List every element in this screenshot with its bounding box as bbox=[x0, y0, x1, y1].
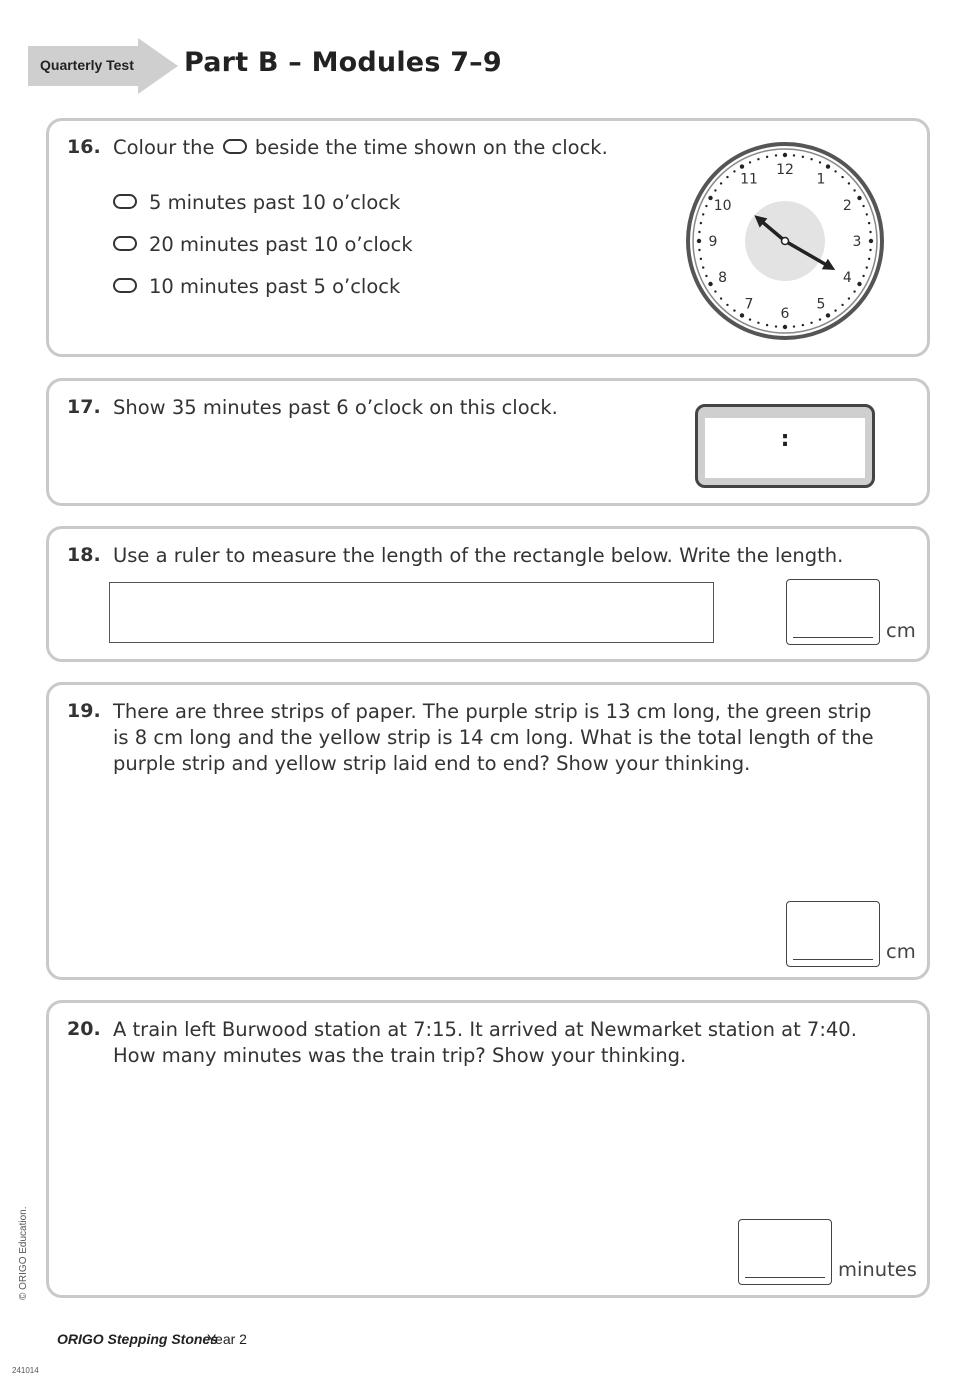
clock-tick bbox=[700, 222, 702, 224]
footer-brand: ORIGO Stepping Stones bbox=[57, 1331, 219, 1347]
clock-tick bbox=[705, 205, 707, 207]
clock-tick bbox=[726, 176, 728, 178]
clock-tick bbox=[733, 309, 735, 311]
clock-tick bbox=[775, 154, 777, 156]
clock-tick bbox=[819, 318, 821, 320]
clock-tick bbox=[869, 249, 871, 251]
clock-tick bbox=[698, 249, 700, 251]
clock-tick bbox=[714, 290, 716, 292]
clock-tick bbox=[826, 313, 830, 317]
option-label: 20 minutes past 10 o’clock bbox=[149, 233, 413, 256]
question-19 bbox=[46, 682, 930, 980]
clock-tick bbox=[834, 309, 836, 311]
copyright: © ORIGO Education. bbox=[18, 1206, 29, 1300]
section-tag bbox=[28, 38, 178, 94]
footer-year: Year 2 bbox=[207, 1331, 247, 1347]
clock-number: 1 bbox=[816, 171, 826, 188]
measure-rectangle bbox=[109, 582, 714, 643]
clock-tick bbox=[848, 297, 850, 299]
clock-number: 5 bbox=[816, 296, 826, 313]
question-20 bbox=[46, 1000, 930, 1298]
clock-number: 10 bbox=[713, 198, 732, 214]
clock-tick bbox=[826, 164, 830, 168]
option-3[interactable] bbox=[113, 274, 400, 300]
clock-tick bbox=[802, 324, 804, 326]
clock-tick bbox=[702, 213, 704, 215]
clock-tick bbox=[698, 231, 700, 233]
page-title: Part B – Modules 7–9 bbox=[184, 47, 502, 78]
clock-tick bbox=[866, 266, 868, 268]
question-18 bbox=[46, 526, 930, 662]
clock-number: 4 bbox=[842, 270, 852, 286]
option-2[interactable] bbox=[113, 232, 413, 258]
clock-tick bbox=[705, 275, 707, 277]
clock-tick bbox=[775, 325, 777, 327]
digital-clock-display[interactable] bbox=[705, 418, 865, 478]
option-label: 5 minutes past 10 o’clock bbox=[149, 191, 401, 214]
question-text bbox=[113, 1017, 857, 1069]
clock-tick bbox=[749, 318, 751, 320]
clock-tick bbox=[853, 189, 855, 191]
clock-tick bbox=[848, 182, 850, 184]
question-16 bbox=[46, 118, 930, 357]
clock-tick bbox=[714, 189, 716, 191]
clock-tick bbox=[802, 156, 804, 158]
clock-tick bbox=[720, 182, 722, 184]
question-text: Use a ruler to measure the length of the rectangle below. Write the length. bbox=[113, 544, 844, 567]
clock-tick bbox=[834, 170, 836, 172]
clock-tick bbox=[783, 153, 787, 157]
clock-tick bbox=[700, 258, 702, 260]
clock-tick bbox=[749, 161, 751, 163]
clock-tick bbox=[697, 239, 701, 243]
document-code: 241014 bbox=[12, 1366, 39, 1375]
clock-tick bbox=[766, 324, 768, 326]
question-number: 19. bbox=[67, 700, 101, 722]
clock-tick bbox=[733, 170, 735, 172]
clock-tick bbox=[868, 222, 870, 224]
clock-tick bbox=[862, 275, 864, 277]
question-number: 18. bbox=[67, 544, 101, 566]
unit-label: cm bbox=[886, 619, 916, 642]
clock-tick bbox=[866, 213, 868, 215]
clock-tick bbox=[857, 282, 861, 286]
oval-icon bbox=[223, 139, 247, 154]
section-tag-label: Quarterly Test bbox=[40, 57, 134, 73]
option-oval[interactable] bbox=[113, 236, 137, 251]
clock-tick bbox=[702, 266, 704, 268]
question-number: 17. bbox=[67, 396, 101, 418]
clock-tick bbox=[810, 158, 812, 160]
digital-clock-separator: : bbox=[780, 427, 790, 452]
clock-tick bbox=[862, 205, 864, 207]
clock-number: 11 bbox=[740, 171, 758, 188]
answer-box[interactable] bbox=[738, 1219, 832, 1285]
question-text bbox=[113, 699, 874, 777]
clock-tick bbox=[740, 164, 744, 168]
clock-tick bbox=[869, 239, 873, 243]
clock-tick bbox=[810, 322, 812, 324]
clock-tick bbox=[853, 290, 855, 292]
clock-tick bbox=[783, 325, 787, 329]
question-text-after: beside the time shown on the clock. bbox=[254, 136, 608, 159]
clock-number: 2 bbox=[842, 198, 852, 214]
clock-number: 6 bbox=[780, 306, 790, 322]
clock-tick bbox=[726, 304, 728, 306]
clock-tick bbox=[708, 282, 712, 286]
option-label: 10 minutes past 5 o’clock bbox=[149, 275, 401, 298]
question-line: purple strip and yellow strip laid end to end? Show your thinking. bbox=[113, 752, 751, 775]
clock-number: 9 bbox=[708, 234, 718, 250]
question-number: 20. bbox=[67, 1018, 101, 1040]
analog-clock bbox=[685, 141, 885, 341]
question-line: A train left Burwood station at 7:15. It arrived at Newmarket station at 7:40. bbox=[113, 1018, 857, 1041]
question-text-before: Colour the bbox=[113, 136, 215, 159]
clock-tick bbox=[841, 176, 843, 178]
clock-tick bbox=[720, 297, 722, 299]
clock-tick bbox=[819, 161, 821, 163]
clock-tick bbox=[766, 156, 768, 158]
option-oval[interactable] bbox=[113, 194, 137, 209]
clock-number: 12 bbox=[776, 162, 794, 178]
question-text bbox=[113, 135, 608, 161]
question-text: Show 35 minutes past 6 o’clock on this clock. bbox=[113, 396, 558, 419]
question-line: How many minutes was the train trip? Show your thinking. bbox=[113, 1044, 687, 1067]
clock-tick bbox=[793, 154, 795, 156]
question-17 bbox=[46, 378, 930, 506]
question-line: There are three strips of paper. The purple strip is 13 cm long, the green strip bbox=[113, 700, 872, 723]
unit-label: cm bbox=[886, 940, 916, 963]
clock-tick bbox=[857, 196, 861, 200]
clock-tick bbox=[793, 325, 795, 327]
clock-number: 7 bbox=[744, 296, 754, 313]
clock-tick bbox=[740, 313, 744, 317]
clock-tick bbox=[757, 322, 759, 324]
clock-tick bbox=[868, 258, 870, 260]
clock-number: 8 bbox=[718, 270, 728, 286]
question-line: is 8 cm long and the yellow strip is 14 cm long. What is the total length of the bbox=[113, 726, 874, 749]
answer-box[interactable] bbox=[786, 901, 880, 967]
option-1[interactable] bbox=[113, 190, 400, 216]
answer-box[interactable] bbox=[786, 579, 880, 645]
clock-tick bbox=[708, 196, 712, 200]
question-number: 16. bbox=[67, 136, 101, 158]
option-oval[interactable] bbox=[113, 278, 137, 293]
clock-tick bbox=[757, 158, 759, 160]
clock-tick bbox=[841, 304, 843, 306]
digital-clock[interactable] bbox=[695, 404, 875, 488]
clock-tick bbox=[869, 231, 871, 233]
unit-label: minutes bbox=[838, 1258, 917, 1281]
clock-number: 3 bbox=[852, 234, 862, 250]
